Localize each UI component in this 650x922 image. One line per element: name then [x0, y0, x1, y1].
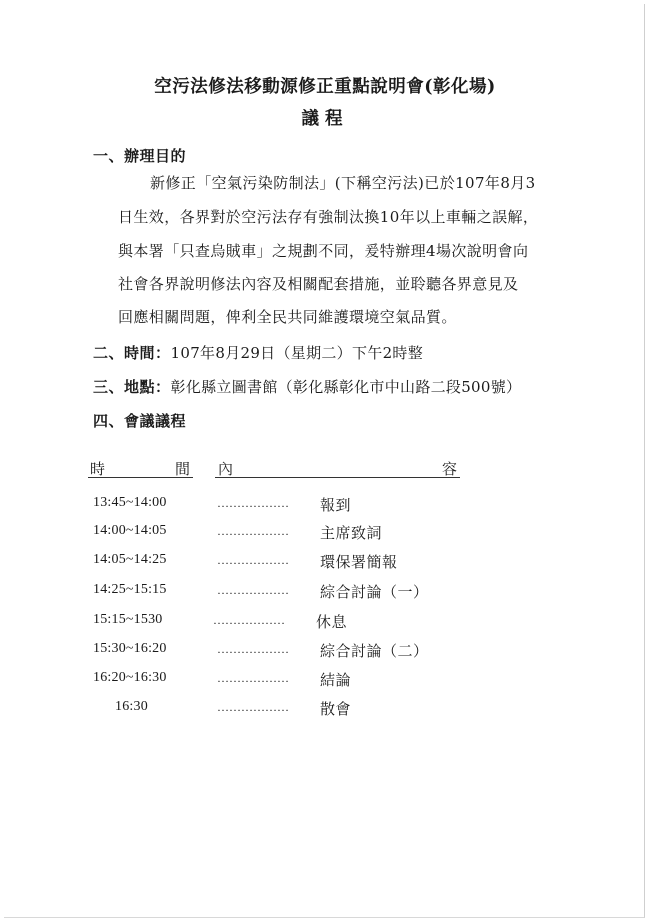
section-purpose-heading: 一、辦理目的 [93, 147, 187, 165]
agenda-leader-dots: ……………… [217, 642, 289, 656]
agenda-time: 16:20~16:30 [93, 670, 167, 685]
agenda-leader-dots: ……………… [217, 583, 289, 597]
agenda-item: 環保署簡報 [320, 553, 398, 571]
document-subtitle: 議程 [301, 109, 349, 129]
agenda-time: 15:30~16:20 [93, 641, 167, 656]
agenda-item: 綜合討論（二） [320, 642, 429, 660]
agenda-time: 15:15~1530 [93, 612, 163, 627]
table-header-time-2: 間 [175, 460, 191, 478]
table-header-rule-content [215, 477, 460, 478]
purpose-line-4: 社會各界說明修法內容及相關配套措施，並聆聽各界意見及 [118, 275, 519, 293]
purpose-line-1: 新修正「空氣污染防制法」(下稱空污法)已於107年8月3 [150, 174, 536, 192]
agenda-time: 14:00~14:05 [93, 523, 167, 538]
purpose-line-2: 日生效，各界對於空污法存有強制汰換10年以上車輛之誤解， [118, 208, 539, 226]
purpose-line-3: 與本署「只查烏賊車」之規劃不同，爰特辦理4場次說明會向 [118, 242, 529, 260]
section-place [93, 376, 521, 397]
table-header-content-2: 容 [442, 460, 458, 478]
agenda-item: 結論 [320, 671, 352, 689]
agenda-leader-dots: ……………… [213, 613, 285, 627]
section-time [93, 342, 423, 363]
agenda-item: 散會 [320, 700, 352, 718]
agenda-item: 休息 [316, 613, 348, 631]
agenda-time: 14:25~15:15 [93, 582, 167, 597]
section-place-label: 三、地點： [93, 378, 171, 396]
agenda-time: 13:45~14:00 [93, 495, 167, 510]
table-header-time-1: 時 [90, 460, 106, 478]
section-place-value: 彰化縣立圖書館（彰化縣彰化市中山路二段500號） [170, 378, 522, 396]
agenda-leader-dots: ……………… [217, 496, 289, 510]
agenda-leader-dots: ……………… [217, 700, 289, 714]
table-header-rule-time [88, 477, 193, 478]
agenda-time: 14:05~14:25 [93, 552, 167, 567]
section-time-label: 二、時間： [93, 344, 171, 362]
agenda-item: 綜合討論（一） [320, 583, 429, 601]
agenda-leader-dots: ……………… [217, 524, 289, 538]
agenda-item: 主席致詞 [320, 524, 383, 542]
section-agenda-heading: 四、會議議程 [93, 412, 187, 430]
document-title: 空污法修法移動源修正重點說明會(彰化場) [154, 77, 496, 97]
section-time-value: 107年8月29日（星期二）下午2時整 [170, 344, 424, 362]
purpose-line-5: 回應相關問題，俾利全民共同維護環境空氣品質。 [118, 308, 457, 326]
agenda-leader-dots: ……………… [217, 553, 289, 567]
table-header-content-1: 內 [218, 460, 234, 478]
agenda-item: 報到 [320, 496, 352, 514]
agenda-leader-dots: ……………… [217, 671, 289, 685]
agenda-time: 16:30 [115, 699, 148, 714]
